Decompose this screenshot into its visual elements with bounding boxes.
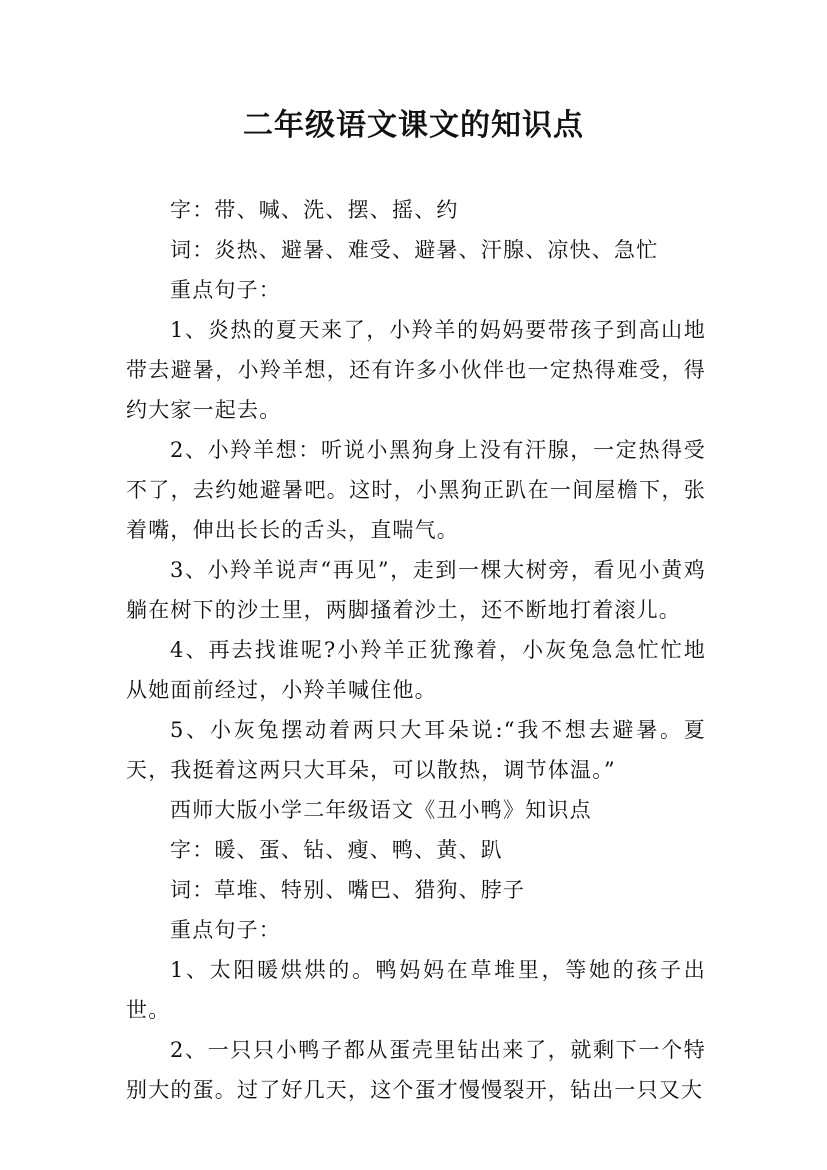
section2-chars: 字：暖、蛋、钻、瘦、鸭、黄、趴 <box>170 838 503 862</box>
section1-words: 词：炎热、避暑、难受、避暑、汗腺、凉快、急忙 <box>170 238 659 262</box>
section1-paragraph-5: 5、小灰兔摆动着两只大耳朵说:“我不想去避暑。夏天，我挺着这两只大耳朵，可以散热，调节体温。” <box>126 718 706 782</box>
section2-key-sentences-label: 重点句子： <box>170 918 281 942</box>
section2-paragraph-1: 1、太阳暖烘烘的。鸭妈妈在草堆里，等她的孩子出世。 <box>126 958 706 1022</box>
section2-heading: 西师大版小学二年级语文《丑小鸭》知识点 <box>170 798 592 822</box>
section1-paragraph-4: 4、再去找谁呢?小羚羊正犹豫着，小灰兔急急忙忙地从她面前经过，小羚羊喊住他。 <box>126 638 706 702</box>
section1-paragraph-1: 1、炎热的夏天来了，小羚羊的妈妈要带孩子到高山地带去避暑，小羚羊想，还有许多小伙伴也一定热得难受，得约大家一起去。 <box>126 318 706 422</box>
section2-paragraph-2: 2、一只只小鸭子都从蛋壳里钻出来了，就剩下一个特别大的蛋。过了好几天，这个蛋才慢慢裂开，钻出一只又大 <box>126 1038 706 1102</box>
document-title: 二年级语文课文的知识点 <box>243 108 584 143</box>
section2-words: 词：草堆、特别、嘴巴、猎狗、脖子 <box>170 878 526 902</box>
section1-chars: 字：带、喊、洗、摆、摇、约 <box>170 198 459 222</box>
document-body <box>126 190 706 1110</box>
section1-key-sentences-label: 重点句子： <box>170 278 281 302</box>
section1-paragraph-2: 2、小羚羊想：听说小黑狗身上没有汗腺，一定热得受不了，去约她避暑吧。这时，小黑狗正趴在一间屋檐下，张着嘴，伸出长长的舌头，直喘气。 <box>126 438 706 542</box>
section1-paragraph-3: 3、小羚羊说声“再见”，走到一棵大树旁，看见小黄鸡躺在树下的沙土里，两脚搔着沙土，还不断地打着滚儿。 <box>126 558 706 622</box>
